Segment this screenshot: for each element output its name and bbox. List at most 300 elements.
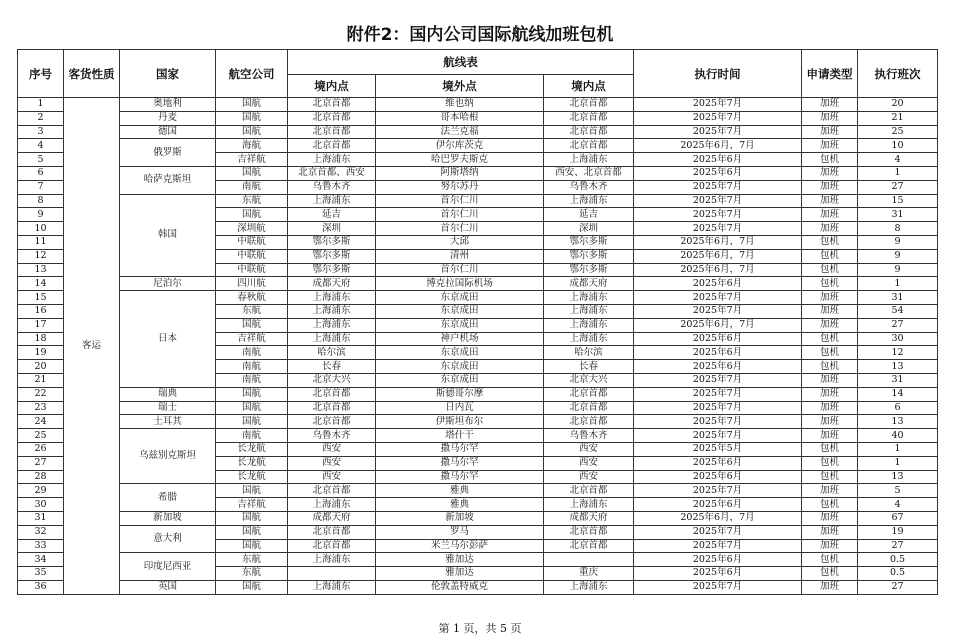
domestic-origin-cell: 北京首都 — [288, 525, 376, 539]
table-row — [18, 387, 938, 401]
domestic-origin-cell: 北京首都 — [288, 484, 376, 498]
country-cell: 新加坡 — [120, 511, 216, 525]
foreign-point-cell: 阿斯塔纳 — [376, 166, 544, 180]
page-footer: 第 1 页，共 5 页 — [438, 622, 522, 635]
flights-cell: 31 — [858, 373, 938, 387]
country-cell: 乌兹别克斯坦 — [120, 429, 216, 484]
apply-type-cell: 加班 — [802, 222, 858, 236]
seq-cell: 31 — [18, 511, 64, 525]
domestic-return-cell: 西安、北京首都 — [544, 166, 634, 180]
domestic-origin-cell: 北京首都 — [288, 139, 376, 153]
flights-cell: 6 — [858, 401, 938, 415]
charter-flights-table — [17, 49, 938, 595]
domestic-return-cell: 上海浦东 — [544, 498, 634, 512]
apply-type-cell: 加班 — [802, 525, 858, 539]
seq-cell: 21 — [18, 373, 64, 387]
exec-time-cell: 2025年6月 — [634, 166, 802, 180]
country-cell: 德国 — [120, 125, 216, 139]
domestic-return-cell: 长春 — [544, 360, 634, 374]
flights-cell: 4 — [858, 498, 938, 512]
domestic-return-cell: 哈尔滨 — [544, 346, 634, 360]
apply-type-cell: 加班 — [802, 580, 858, 594]
domestic-origin-cell: 北京首都 — [288, 387, 376, 401]
flights-cell: 9 — [858, 235, 938, 249]
flights-cell: 1 — [858, 442, 938, 456]
airline-cell: 四川航 — [216, 277, 288, 291]
apply-type-cell: 包机 — [802, 332, 858, 346]
country-cell: 日本 — [120, 291, 216, 388]
seq-cell: 1 — [18, 98, 64, 112]
flights-cell: 12 — [858, 346, 938, 360]
country-cell: 瑞典 — [120, 387, 216, 401]
domestic-origin-cell: 上海浦东 — [288, 304, 376, 318]
apply-type-cell: 加班 — [802, 180, 858, 194]
country-cell: 韩国 — [120, 194, 216, 277]
seq-cell: 27 — [18, 456, 64, 470]
flights-cell: 14 — [858, 387, 938, 401]
foreign-point-cell: 东京成田 — [376, 373, 544, 387]
exec-time-cell: 2025年6月，7月 — [634, 318, 802, 332]
exec-time-cell: 2025年6月，7月 — [634, 235, 802, 249]
airline-cell: 中联航 — [216, 235, 288, 249]
foreign-point-cell: 首尔仁川 — [376, 194, 544, 208]
apply-type-cell: 包机 — [802, 456, 858, 470]
table-row — [18, 277, 938, 291]
apply-type-cell: 加班 — [802, 387, 858, 401]
domestic-origin-cell: 上海浦东 — [288, 553, 376, 567]
apply-type-cell: 加班 — [802, 291, 858, 305]
header-seq: 序号 — [18, 50, 64, 98]
apply-type-cell: 包机 — [802, 470, 858, 484]
country-cell: 希腊 — [120, 484, 216, 512]
domestic-origin-cell: 成都天府 — [288, 277, 376, 291]
airline-cell: 南航 — [216, 429, 288, 443]
domestic-origin-cell: 北京首都 — [288, 111, 376, 125]
airline-cell: 国航 — [216, 484, 288, 498]
airline-cell: 中联航 — [216, 263, 288, 277]
apply-type-cell: 加班 — [802, 139, 858, 153]
airline-cell: 国航 — [216, 539, 288, 553]
airline-cell: 国航 — [216, 415, 288, 429]
airline-cell: 长龙航 — [216, 456, 288, 470]
domestic-origin-cell: 上海浦东 — [288, 580, 376, 594]
foreign-point-cell: 撒马尔罕 — [376, 456, 544, 470]
domestic-origin-cell: 鄂尔多斯 — [288, 249, 376, 263]
seq-cell: 19 — [18, 346, 64, 360]
exec-time-cell: 2025年6月 — [634, 498, 802, 512]
flights-cell: 13 — [858, 415, 938, 429]
table-row — [18, 401, 938, 415]
table-row — [18, 125, 938, 139]
airline-cell: 国航 — [216, 166, 288, 180]
domestic-return-cell: 西安 — [544, 470, 634, 484]
seq-cell: 18 — [18, 332, 64, 346]
airline-cell: 东航 — [216, 553, 288, 567]
table-row — [18, 98, 938, 112]
seq-cell: 17 — [18, 318, 64, 332]
exec-time-cell: 2025年6月，7月 — [634, 511, 802, 525]
document-title: 附件2：国内公司国际航线加班包机 — [346, 25, 614, 45]
seq-cell: 4 — [18, 139, 64, 153]
exec-time-cell: 2025年7月 — [634, 180, 802, 194]
seq-cell: 28 — [18, 470, 64, 484]
seq-cell: 9 — [18, 208, 64, 222]
flights-cell: 1 — [858, 166, 938, 180]
foreign-point-cell: 东京成田 — [376, 291, 544, 305]
flights-cell: 21 — [858, 111, 938, 125]
domestic-origin-cell: 西安 — [288, 456, 376, 470]
domestic-origin-cell: 上海浦东 — [288, 318, 376, 332]
foreign-point-cell: 清州 — [376, 249, 544, 263]
country-cell: 奥地利 — [120, 98, 216, 112]
apply-type-cell: 加班 — [802, 98, 858, 112]
flights-cell: 15 — [858, 194, 938, 208]
airline-cell: 东航 — [216, 304, 288, 318]
seq-cell: 15 — [18, 291, 64, 305]
flights-cell: 54 — [858, 304, 938, 318]
domestic-return-cell: 北京首都 — [544, 525, 634, 539]
flights-cell: 0.5 — [858, 567, 938, 581]
exec-time-cell: 2025年7月 — [634, 580, 802, 594]
seq-cell: 5 — [18, 153, 64, 167]
domestic-origin-cell: 延吉 — [288, 208, 376, 222]
exec-time-cell: 2025年7月 — [634, 401, 802, 415]
foreign-point-cell: 哈巴罗夫斯克 — [376, 153, 544, 167]
apply-type-cell: 包机 — [802, 553, 858, 567]
domestic-return-cell: 鄂尔多斯 — [544, 249, 634, 263]
seq-cell: 36 — [18, 580, 64, 594]
domestic-origin-cell: 乌鲁木齐 — [288, 180, 376, 194]
exec-time-cell: 2025年7月 — [634, 291, 802, 305]
flights-cell: 19 — [858, 525, 938, 539]
foreign-point-cell: 米兰马尔彭萨 — [376, 539, 544, 553]
domestic-origin-cell: 上海浦东 — [288, 498, 376, 512]
apply-type-cell: 加班 — [802, 539, 858, 553]
apply-type-cell: 加班 — [802, 304, 858, 318]
apply-type-cell: 包机 — [802, 263, 858, 277]
header-exec-time: 执行时间 — [634, 50, 802, 98]
domestic-return-cell: 西安 — [544, 456, 634, 470]
airline-cell: 吉祥航 — [216, 332, 288, 346]
country-cell: 哈萨克斯坦 — [120, 166, 216, 194]
exec-time-cell: 2025年6月 — [634, 277, 802, 291]
domestic-origin-cell: 北京首都 — [288, 539, 376, 553]
airline-cell: 南航 — [216, 360, 288, 374]
header-domestic-origin: 境内点 — [288, 75, 376, 98]
apply-type-cell: 加班 — [802, 415, 858, 429]
domestic-origin-cell: 哈尔滨 — [288, 346, 376, 360]
exec-time-cell: 2025年7月 — [634, 387, 802, 401]
apply-type-cell: 加班 — [802, 373, 858, 387]
apply-type-cell: 加班 — [802, 194, 858, 208]
seq-cell: 14 — [18, 277, 64, 291]
domestic-origin-cell — [288, 567, 376, 581]
table-row — [18, 139, 938, 153]
domestic-origin-cell: 上海浦东 — [288, 194, 376, 208]
domestic-return-cell: 北京首都 — [544, 415, 634, 429]
exec-time-cell: 2025年6月，7月 — [634, 263, 802, 277]
domestic-return-cell — [544, 553, 634, 567]
domestic-origin-cell: 北京首都 — [288, 415, 376, 429]
domestic-return-cell: 鄂尔多斯 — [544, 235, 634, 249]
flights-cell: 67 — [858, 511, 938, 525]
flights-cell: 40 — [858, 429, 938, 443]
foreign-point-cell: 东京成田 — [376, 360, 544, 374]
foreign-point-cell: 雅典 — [376, 484, 544, 498]
domestic-return-cell: 上海浦东 — [544, 153, 634, 167]
airline-cell: 南航 — [216, 373, 288, 387]
foreign-point-cell: 伊尔库茨克 — [376, 139, 544, 153]
seq-cell: 30 — [18, 498, 64, 512]
seq-cell: 34 — [18, 553, 64, 567]
table-row — [18, 511, 938, 525]
cargo-type-cell: 客运 — [64, 98, 120, 595]
domestic-return-cell: 上海浦东 — [544, 304, 634, 318]
airline-cell: 吉祥航 — [216, 153, 288, 167]
flights-cell: 1 — [858, 277, 938, 291]
flights-cell: 9 — [858, 249, 938, 263]
seq-cell: 13 — [18, 263, 64, 277]
country-cell: 意大利 — [120, 525, 216, 553]
apply-type-cell: 包机 — [802, 153, 858, 167]
domestic-return-cell: 西安 — [544, 442, 634, 456]
domestic-return-cell: 乌鲁木齐 — [544, 180, 634, 194]
domestic-origin-cell: 西安 — [288, 470, 376, 484]
foreign-point-cell: 东京成田 — [376, 304, 544, 318]
exec-time-cell: 2025年7月 — [634, 429, 802, 443]
header-route-table: 航线表 — [288, 50, 634, 75]
table-row — [18, 291, 938, 305]
foreign-point-cell: 东京成田 — [376, 318, 544, 332]
domestic-origin-cell: 西安 — [288, 442, 376, 456]
table-row — [18, 429, 938, 443]
exec-time-cell: 2025年7月 — [634, 304, 802, 318]
header-flights: 执行班次 — [858, 50, 938, 98]
exec-time-cell: 2025年5月 — [634, 442, 802, 456]
flights-cell: 31 — [858, 208, 938, 222]
exec-time-cell: 2025年6月 — [634, 567, 802, 581]
domestic-return-cell: 北京首都 — [544, 98, 634, 112]
domestic-return-cell: 乌鲁木齐 — [544, 429, 634, 443]
table-row — [18, 194, 938, 208]
domestic-return-cell: 上海浦东 — [544, 332, 634, 346]
domestic-origin-cell: 北京首都 — [288, 125, 376, 139]
flights-cell: 27 — [858, 580, 938, 594]
apply-type-cell: 加班 — [802, 511, 858, 525]
foreign-point-cell: 伊斯坦布尔 — [376, 415, 544, 429]
exec-time-cell: 2025年6月 — [634, 470, 802, 484]
seq-cell: 20 — [18, 360, 64, 374]
airline-cell: 国航 — [216, 111, 288, 125]
airline-cell: 国航 — [216, 98, 288, 112]
domestic-return-cell: 北京首都 — [544, 125, 634, 139]
foreign-point-cell: 塔什干 — [376, 429, 544, 443]
table-row — [18, 484, 938, 498]
flights-cell: 20 — [858, 98, 938, 112]
domestic-return-cell: 鄂尔多斯 — [544, 263, 634, 277]
seq-cell: 22 — [18, 387, 64, 401]
flights-cell: 4 — [858, 153, 938, 167]
seq-cell: 7 — [18, 180, 64, 194]
domestic-return-cell: 上海浦东 — [544, 291, 634, 305]
airline-cell: 东航 — [216, 567, 288, 581]
foreign-point-cell: 斯德哥尔摩 — [376, 387, 544, 401]
domestic-return-cell: 上海浦东 — [544, 194, 634, 208]
domestic-origin-cell: 成都天府 — [288, 511, 376, 525]
flights-cell: 10 — [858, 139, 938, 153]
domestic-return-cell: 深圳 — [544, 222, 634, 236]
domestic-return-cell: 北京首都 — [544, 139, 634, 153]
exec-time-cell: 2025年7月 — [634, 415, 802, 429]
apply-type-cell: 加班 — [802, 318, 858, 332]
domestic-origin-cell: 北京大兴 — [288, 373, 376, 387]
foreign-point-cell: 博克拉国际机场 — [376, 277, 544, 291]
seq-cell: 11 — [18, 235, 64, 249]
apply-type-cell: 加班 — [802, 111, 858, 125]
domestic-origin-cell: 鄂尔多斯 — [288, 235, 376, 249]
seq-cell: 24 — [18, 415, 64, 429]
domestic-return-cell: 北京首都 — [544, 111, 634, 125]
domestic-origin-cell: 北京首都 — [288, 98, 376, 112]
exec-time-cell: 2025年6月，7月 — [634, 249, 802, 263]
apply-type-cell: 加班 — [802, 208, 858, 222]
exec-time-cell: 2025年7月 — [634, 373, 802, 387]
exec-time-cell: 2025年7月 — [634, 539, 802, 553]
foreign-point-cell: 雅加达 — [376, 567, 544, 581]
apply-type-cell: 包机 — [802, 346, 858, 360]
domestic-origin-cell: 乌鲁木齐 — [288, 429, 376, 443]
apply-type-cell: 加班 — [802, 429, 858, 443]
foreign-point-cell: 东京成田 — [376, 346, 544, 360]
apply-type-cell: 包机 — [802, 277, 858, 291]
exec-time-cell: 2025年6月 — [634, 346, 802, 360]
foreign-point-cell: 维也纳 — [376, 98, 544, 112]
country-cell: 英国 — [120, 580, 216, 594]
table-body — [18, 98, 938, 595]
domestic-origin-cell: 深圳 — [288, 222, 376, 236]
exec-time-cell: 2025年6月 — [634, 360, 802, 374]
country-cell: 俄罗斯 — [120, 139, 216, 167]
apply-type-cell: 加班 — [802, 125, 858, 139]
table-row — [18, 553, 938, 567]
flights-cell: 0.5 — [858, 553, 938, 567]
airline-cell: 南航 — [216, 346, 288, 360]
table-row — [18, 111, 938, 125]
airline-cell: 国航 — [216, 511, 288, 525]
exec-time-cell: 2025年7月 — [634, 111, 802, 125]
exec-time-cell: 2025年7月 — [634, 222, 802, 236]
seq-cell: 2 — [18, 111, 64, 125]
airline-cell: 长龙航 — [216, 470, 288, 484]
exec-time-cell: 2025年6月 — [634, 456, 802, 470]
header-airline: 航空公司 — [216, 50, 288, 98]
domestic-return-cell: 成都天府 — [544, 511, 634, 525]
foreign-point-cell: 法兰克福 — [376, 125, 544, 139]
domestic-return-cell: 北京大兴 — [544, 373, 634, 387]
seq-cell: 3 — [18, 125, 64, 139]
table-row — [18, 415, 938, 429]
seq-cell: 12 — [18, 249, 64, 263]
airline-cell: 国航 — [216, 318, 288, 332]
domestic-return-cell: 北京首都 — [544, 484, 634, 498]
exec-time-cell: 2025年6月，7月 — [634, 139, 802, 153]
flights-cell: 30 — [858, 332, 938, 346]
domestic-return-cell: 成都天府 — [544, 277, 634, 291]
exec-time-cell: 2025年7月 — [634, 98, 802, 112]
flights-cell: 8 — [858, 222, 938, 236]
apply-type-cell: 包机 — [802, 567, 858, 581]
domestic-return-cell: 北京首都 — [544, 401, 634, 415]
apply-type-cell: 加班 — [802, 484, 858, 498]
airline-cell: 海航 — [216, 139, 288, 153]
foreign-point-cell: 首尔仁川 — [376, 208, 544, 222]
apply-type-cell: 包机 — [802, 442, 858, 456]
seq-cell: 32 — [18, 525, 64, 539]
exec-time-cell: 2025年7月 — [634, 525, 802, 539]
foreign-point-cell: 日内瓦 — [376, 401, 544, 415]
flights-cell: 31 — [858, 291, 938, 305]
airline-cell: 国航 — [216, 580, 288, 594]
airline-cell: 深圳航 — [216, 222, 288, 236]
airline-cell: 国航 — [216, 125, 288, 139]
header-apply-type: 申请类型 — [802, 50, 858, 98]
seq-cell: 16 — [18, 304, 64, 318]
country-cell: 尼泊尔 — [120, 277, 216, 291]
seq-cell: 29 — [18, 484, 64, 498]
domestic-origin-cell: 上海浦东 — [288, 291, 376, 305]
domestic-return-cell: 北京首都 — [544, 387, 634, 401]
exec-time-cell: 2025年6月 — [634, 553, 802, 567]
exec-time-cell: 2025年6月 — [634, 153, 802, 167]
foreign-point-cell: 雅典 — [376, 498, 544, 512]
flights-cell: 1 — [858, 456, 938, 470]
foreign-point-cell: 首尔仁川 — [376, 263, 544, 277]
domestic-origin-cell: 北京首都、西安 — [288, 166, 376, 180]
header-country: 国家 — [120, 50, 216, 98]
seq-cell: 25 — [18, 429, 64, 443]
domestic-origin-cell: 长春 — [288, 360, 376, 374]
apply-type-cell: 加班 — [802, 401, 858, 415]
flights-cell: 9 — [858, 263, 938, 277]
seq-cell: 6 — [18, 166, 64, 180]
country-cell: 瑞士 — [120, 401, 216, 415]
apply-type-cell: 包机 — [802, 498, 858, 512]
flights-cell: 13 — [858, 470, 938, 484]
flights-cell: 27 — [858, 539, 938, 553]
exec-time-cell: 2025年7月 — [634, 125, 802, 139]
foreign-point-cell: 罗马 — [376, 525, 544, 539]
foreign-point-cell: 撒马尔罕 — [376, 442, 544, 456]
flights-cell: 25 — [858, 125, 938, 139]
airline-cell: 春秋航 — [216, 291, 288, 305]
seq-cell: 8 — [18, 194, 64, 208]
domestic-return-cell: 北京首都 — [544, 539, 634, 553]
apply-type-cell: 包机 — [802, 249, 858, 263]
seq-cell: 10 — [18, 222, 64, 236]
flights-cell: 13 — [858, 360, 938, 374]
seq-cell: 23 — [18, 401, 64, 415]
foreign-point-cell: 新加坡 — [376, 511, 544, 525]
flights-cell: 27 — [858, 180, 938, 194]
foreign-point-cell: 努尔苏丹 — [376, 180, 544, 194]
country-cell: 印度尼西亚 — [120, 553, 216, 581]
exec-time-cell: 2025年7月 — [634, 484, 802, 498]
foreign-point-cell: 撒马尔罕 — [376, 470, 544, 484]
header-domestic-return: 境内点 — [544, 75, 634, 98]
domestic-return-cell: 上海浦东 — [544, 580, 634, 594]
airline-cell: 东航 — [216, 194, 288, 208]
table-row — [18, 525, 938, 539]
